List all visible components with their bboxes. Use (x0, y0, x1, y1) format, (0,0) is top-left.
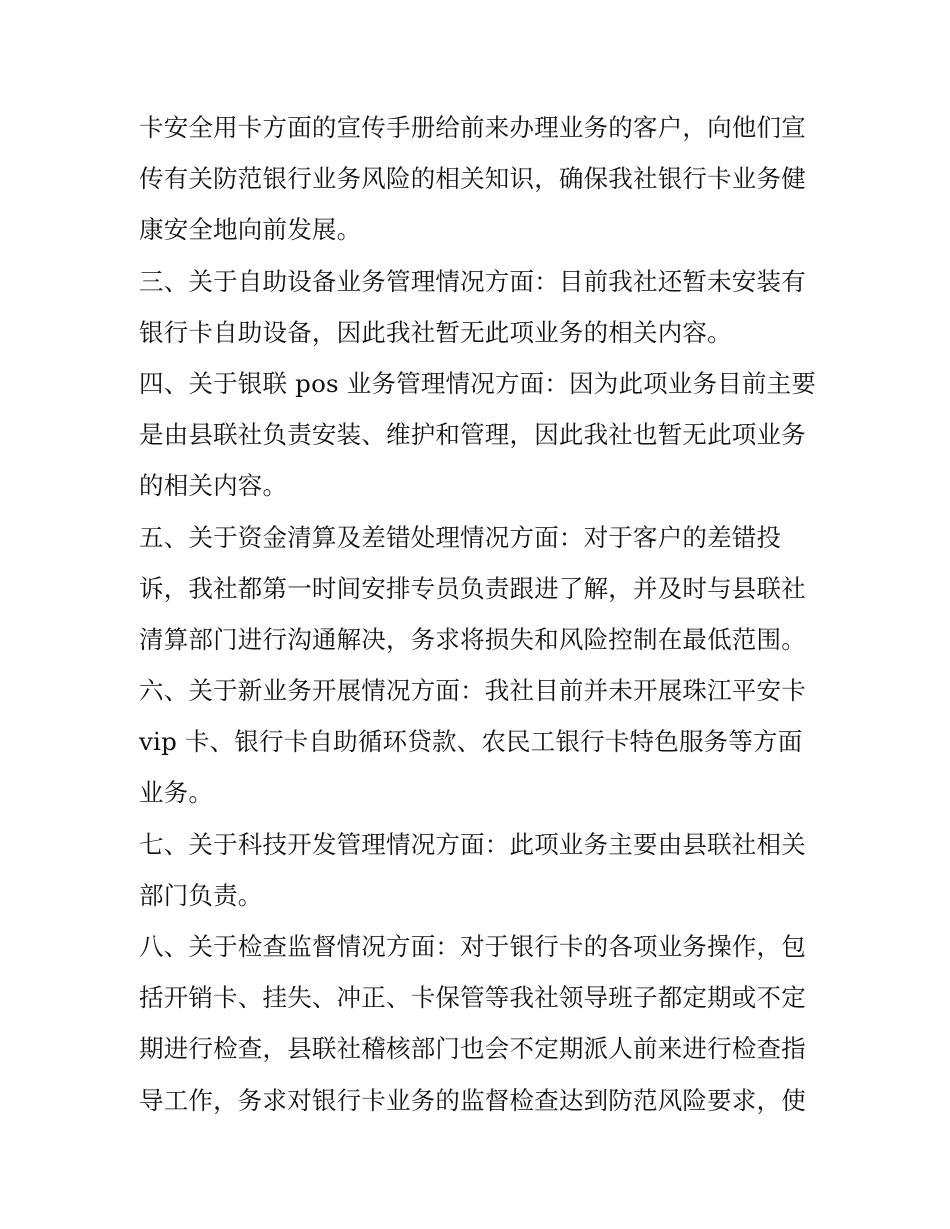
section-eight-heading-line: 八、关于检查监督情况方面：对于银行卡的各项业务操作，包 (139, 932, 806, 961)
text-line: 期进行检查，县联社稽核部门也会不定期派人前来进行检查指 (139, 1034, 806, 1064)
text-line: 的相关内容。 (139, 471, 288, 501)
text-line: vip 卡、银行卡自助循环贷款、农民工银行卡特色服务等方面 (139, 727, 803, 757)
text-line: 业务。 (139, 778, 214, 808)
section-three-heading-line: 三、关于自助设备业务管理情况方面：目前我社还暂未安装有 (139, 266, 806, 296)
text-line: 清算部门进行沟通解决，务求将损失和风险控制在最低范围。 (139, 624, 806, 654)
section-seven-heading-line: 七、关于科技开发管理情况方面：此项业务主要由县联社相关 (139, 829, 806, 859)
text-line: 部门负责。 (139, 880, 263, 910)
text-line: 传有关防范银行业务风险的相关知识，确保我社银行卡业务健 (139, 164, 806, 194)
section-six-heading-line: 六、关于新业务开展情况方面：我社目前并未开展珠江平安卡 (139, 676, 806, 706)
text-line: 诉，我社都第一时间安排专员负责跟进了解，并及时与县联社 (139, 573, 806, 603)
text-line: 是由县联社负责安装、维护和管理，因此我社也暂无此项业务 (139, 420, 806, 450)
text-line: 括开销卡、挂失、冲正、卡保管等我社领导班子都定期或不定 (139, 983, 806, 1013)
text-line: 银行卡自助设备，因此我社暂无此项业务的相关内容。 (139, 317, 732, 347)
section-five-heading-line: 五、关于资金清算及差错处理情况方面：对于客户的差错投 (139, 522, 782, 552)
text-line: 康安全地向前发展。 (139, 215, 362, 245)
text-line: 导工作，务求对银行卡业务的监督检查达到防范风险要求，使 (139, 1085, 806, 1115)
section-four-heading-line: 四、关于银联 pos 业务管理情况方面：因为此项业务目前主要 (139, 368, 817, 398)
text-line: 卡安全用卡方面的宣传手册给前来办理业务的客户，向他们宣 (139, 113, 806, 142)
document-body (139, 102, 819, 1126)
